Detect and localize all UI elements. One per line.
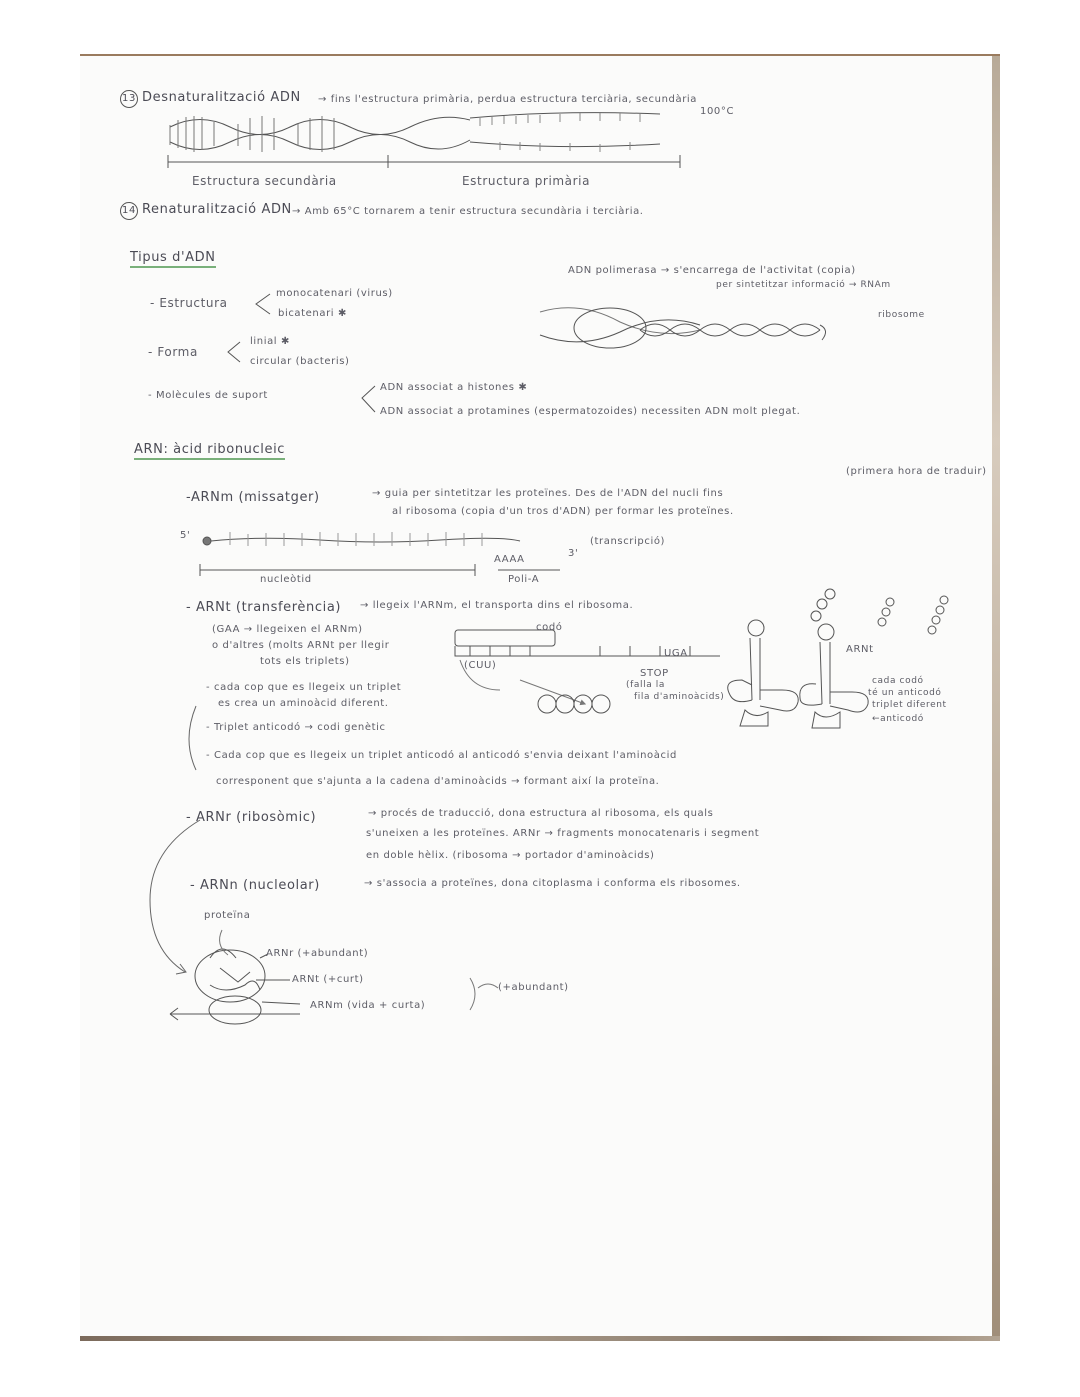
helix-strand-2 bbox=[170, 135, 470, 150]
arnn-label: - ARNn (nucleolar) bbox=[190, 878, 320, 893]
section-13-text: → fins l'estructura primària, perdua estructura terciària, secundària bbox=[318, 94, 698, 105]
arnt-text-1: → llegeix l'ARNm, el transporta dins el ribosoma. bbox=[360, 600, 634, 611]
section-14-number: 14 bbox=[120, 202, 138, 220]
forma-b: circular (bacteris) bbox=[250, 356, 350, 367]
arnt-diagram-label: ARNt bbox=[846, 644, 874, 655]
te-anticodo-label: té un anticodó bbox=[868, 688, 942, 698]
arnt-altres: o d'altres (molts ARNt per llegir bbox=[212, 640, 390, 651]
polia-label: Poli-A bbox=[508, 574, 540, 585]
primary-strand-top bbox=[470, 113, 660, 118]
codon-label: codó bbox=[536, 622, 563, 633]
forma-label: - Forma bbox=[148, 345, 198, 359]
triplet-label: triplet diferent bbox=[872, 700, 947, 710]
aminoacid-chain bbox=[592, 695, 610, 713]
arnr-abundant: ARNr (+abundant) bbox=[266, 948, 369, 959]
aminoacid-label: fila d'aminoàcids) bbox=[634, 692, 725, 702]
falla-label: (falla la bbox=[626, 680, 665, 690]
arnt-label: - ARNt (transferència) bbox=[186, 600, 342, 615]
arnn-text: → s'associa a proteïnes, dona citoplasma i conforma els ribosomes. bbox=[364, 878, 741, 889]
arnt-bullet-2: - Triplet anticodó → codi genètic bbox=[206, 722, 386, 733]
cada-codo-label: cada codó bbox=[872, 676, 924, 686]
curved-arrow bbox=[150, 820, 200, 972]
estructura-b: bicatenari ✱ bbox=[278, 308, 347, 319]
uga-label: UGA bbox=[664, 648, 688, 659]
arnt-tots: tots els triplets) bbox=[260, 656, 350, 667]
bracket-molecules bbox=[362, 386, 375, 412]
transcrit-note: (transcripció) bbox=[590, 536, 666, 547]
arnm-label: -ARNm (missatger) bbox=[186, 490, 320, 505]
abundant-note: (+abundant) bbox=[498, 982, 569, 993]
bracket-forma bbox=[228, 342, 240, 362]
arnt-curt: ARNt (+curt) bbox=[292, 974, 364, 985]
estructura-label: - Estructura bbox=[150, 296, 228, 310]
estructura-a: monocatenari (virus) bbox=[276, 288, 393, 299]
anticodo-label: ←anticodó bbox=[872, 714, 924, 724]
arnm-vida-curta: ARNm (vida + curta) bbox=[310, 1000, 426, 1011]
poly-a-tail: AAAA bbox=[494, 554, 525, 565]
proteina-label: proteïna bbox=[204, 910, 251, 921]
trna-2-stem bbox=[820, 642, 830, 704]
ribosome-label: ribosome bbox=[878, 310, 925, 320]
five-prime-dot bbox=[203, 537, 211, 545]
arnt-bullet-1a: - cada cop que es llegeix un triplet bbox=[206, 682, 402, 693]
polimerasa-note-2: per sintetitzar informació → RNAm bbox=[716, 280, 891, 290]
three-prime: 3' bbox=[568, 548, 579, 559]
arnt-gaa: (GAA → llegeixen el ARNm) bbox=[212, 624, 363, 635]
bracket-estructura bbox=[256, 294, 270, 314]
section-14-text: → Amb 65°C tornarem a tenir estructura secundària i terciària. bbox=[292, 206, 644, 217]
arn-heading: ARN: àcid ribonucleic bbox=[134, 442, 285, 457]
arnt-bullet-1b: es crea un aminoàcid diferent. bbox=[218, 698, 389, 709]
trna-1-stem bbox=[750, 638, 760, 700]
section-13-number: 13 bbox=[120, 90, 138, 108]
section-13-temp: 100°C bbox=[700, 106, 735, 117]
arnr-text-2: s'uneixen a les proteïnes. ARNr → fragments monocatenaris i segment bbox=[366, 828, 760, 839]
stop-label: STOP bbox=[640, 668, 669, 679]
arnm-note: (primera hora de traduir) bbox=[846, 466, 987, 477]
label-secondary-structure: Estructura secundària bbox=[192, 174, 337, 188]
molecules-label: - Molècules de suport bbox=[148, 390, 268, 401]
forma-a: linial ✱ bbox=[250, 336, 290, 347]
helix-strand-1 bbox=[170, 117, 470, 134]
tipus-heading: Tipus d'ADN bbox=[130, 250, 216, 265]
molecules-b: ADN associat a protamines (espermatozoides) necessiten ADN molt plegat. bbox=[380, 406, 801, 417]
nucleotid-label: nucleòtid bbox=[260, 574, 312, 585]
label-primary-structure: Estructura primària bbox=[462, 174, 591, 188]
arnr-text-3: en doble hèlix. (ribosoma → portador d'aminoàcids) bbox=[366, 850, 655, 861]
section-14-title: 14 Renaturalització ADN bbox=[120, 202, 292, 220]
arnm-text-1: → guia per sintetitzar les proteïnes. Des de l'ADN del nucli fins bbox=[372, 488, 724, 499]
arnr-text-1: → procés de traducció, dona estructura al ribosoma, els quals bbox=[368, 808, 714, 819]
primary-strand-bottom bbox=[470, 142, 660, 147]
polimerasa-note: ADN polimerasa → s'encarrega de l'activitat (copia) bbox=[568, 265, 856, 276]
cuu-label: (CUU) bbox=[464, 660, 497, 671]
section-13-title: 13 Desnaturalització ADN bbox=[120, 90, 301, 108]
mrna-strand bbox=[211, 538, 520, 542]
arnr-label: - ARNr (ribosòmic) bbox=[186, 810, 317, 825]
arnt-bullet-3a: - Cada cop que es llegeix un triplet anticodó al anticodó s'envia deixant l'aminoàcid bbox=[206, 750, 677, 761]
molecules-a: ADN associat a histones ✱ bbox=[380, 382, 528, 393]
arnm-text-2: al ribosoma (copia d'un tros d'ADN) per formar les proteïnes. bbox=[392, 506, 734, 517]
five-prime: 5' bbox=[180, 530, 191, 541]
arnt-bullet-3b: corresponent que s'ajunta a la cadena d'aminoàcids → formant així la proteïna. bbox=[216, 776, 660, 787]
